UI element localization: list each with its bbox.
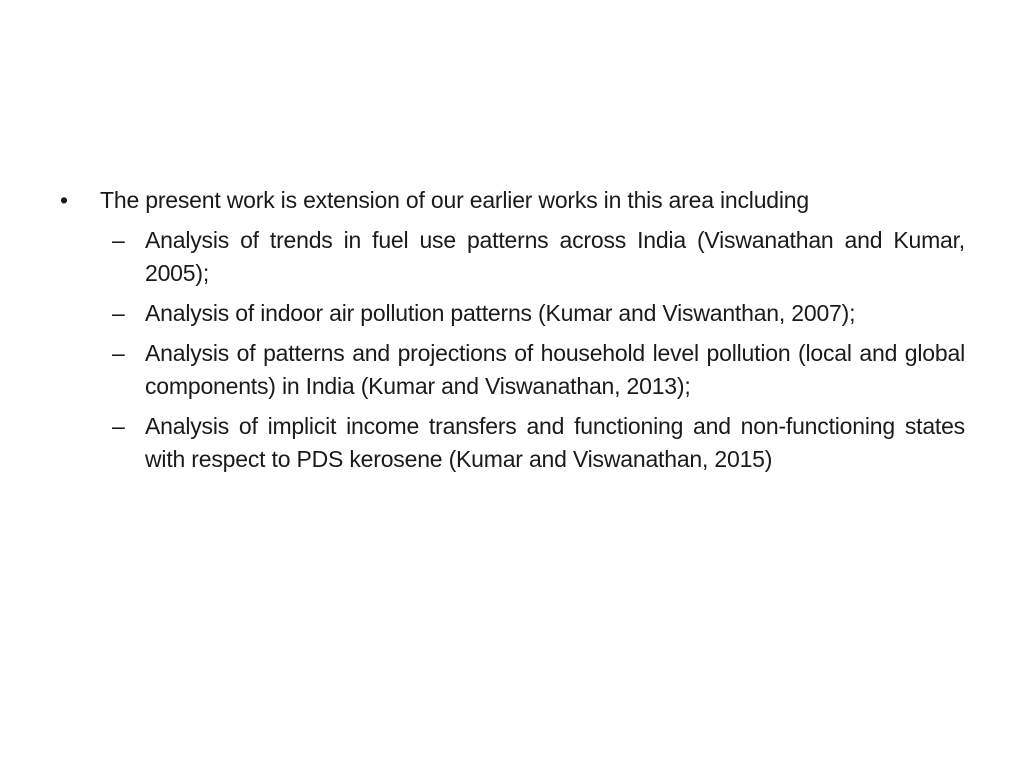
sub-bullet-projections [112, 337, 965, 403]
dash-marker: – [112, 300, 125, 326]
sub-bullet-trends [112, 224, 965, 290]
slide-content [60, 183, 965, 476]
dash-marker: – [112, 227, 125, 253]
sub-bullet-text: Analysis of patterns and projections of household level pollution (local and global components) in India (Kumar and Viswanathan, 2013); [145, 340, 965, 399]
sub-bullet-indoor-air [112, 297, 965, 330]
dash-marker: – [112, 413, 125, 439]
dash-marker: – [112, 340, 125, 366]
sub-bullet-text: Analysis of indoor air pollution patterns (Kumar and Viswanthan, 2007); [145, 300, 856, 326]
sub-bullet-text: Analysis of implicit income transfers and functioning and non-functioning states with respect to PDS kerosene (Kumar and Viswanathan, 2015) [145, 413, 965, 472]
bullet-marker: • [60, 187, 69, 213]
main-bullet [60, 183, 965, 217]
sub-bullet-list [60, 224, 965, 476]
sub-bullet-text: Analysis of trends in fuel use patterns across India (Viswanathan and Kumar, 2005); [145, 227, 965, 286]
main-bullet-text: The present work is extension of our earlier works in this area including [100, 187, 809, 213]
sub-bullet-income-transfers [112, 410, 965, 476]
